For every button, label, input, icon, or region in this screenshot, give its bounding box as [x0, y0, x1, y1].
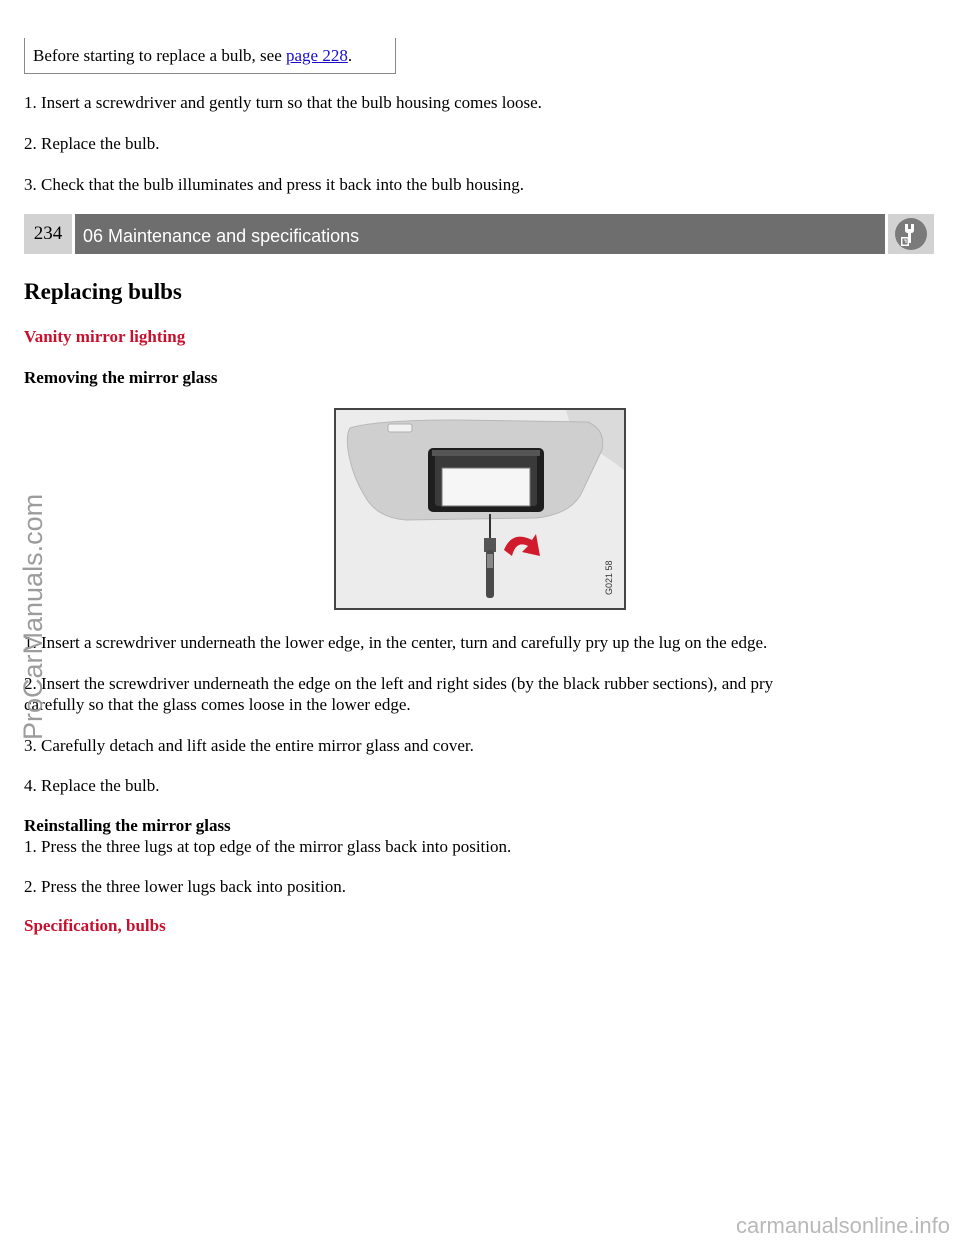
intro-step-3: 3. Check that the bulb illuminates and press it back into the bulb housing. [24, 175, 525, 194]
spec-heading: Specification, bulbs [24, 916, 166, 935]
intro-step-2: 2. Replace the bulb. [24, 134, 160, 153]
section-header [24, 214, 934, 254]
removing-heading: Removing the mirror glass [24, 368, 218, 387]
figure-code: G021 58 [604, 560, 614, 595]
removing-step-2-cont: carefully so that the glass comes loose in the lower edge. [24, 695, 411, 714]
note-text: Before starting to replace a bulb, see [33, 46, 287, 65]
page-number: 234 [24, 214, 72, 254]
reinstall-heading: Reinstalling the mirror glass [24, 816, 231, 835]
removing-step-4: 4. Replace the bulb. [24, 776, 160, 795]
removing-step-3: 3. Carefully detach and lift aside the entire mirror glass and cover. [24, 736, 474, 755]
side-watermark: ProCarManuals.com [18, 493, 48, 740]
removing-step-1: 1. Insert a screwdriver underneath the lower edge, in the center, turn and carefully pry up the lug on the edge. [24, 633, 768, 652]
subsection-heading: Vanity mirror lighting [24, 327, 186, 346]
note-box [24, 38, 396, 74]
removing-step-2: 2. Insert the screwdriver underneath the edge on the left and right sides (by the black rubber sections), and pry [24, 674, 774, 693]
page-link[interactable]: page 228 [286, 46, 348, 65]
wrench-icon [888, 214, 934, 254]
reinstall-step-1: 1. Press the three lugs at top edge of the mirror glass back into position. [24, 837, 512, 856]
reinstall-step-2: 2. Press the three lower lugs back into position. [24, 877, 347, 896]
note-suffix: . [347, 46, 353, 65]
intro-step-1: 1. Insert a screwdriver and gently turn so that the bulb housing comes loose. [24, 93, 542, 112]
section-title: 06 Maintenance and specifications [75, 214, 885, 254]
page-title: Replacing bulbs [24, 279, 182, 304]
footer-watermark: carmanualsonline.info [735, 1213, 950, 1238]
mirror-illustration [334, 408, 626, 610]
